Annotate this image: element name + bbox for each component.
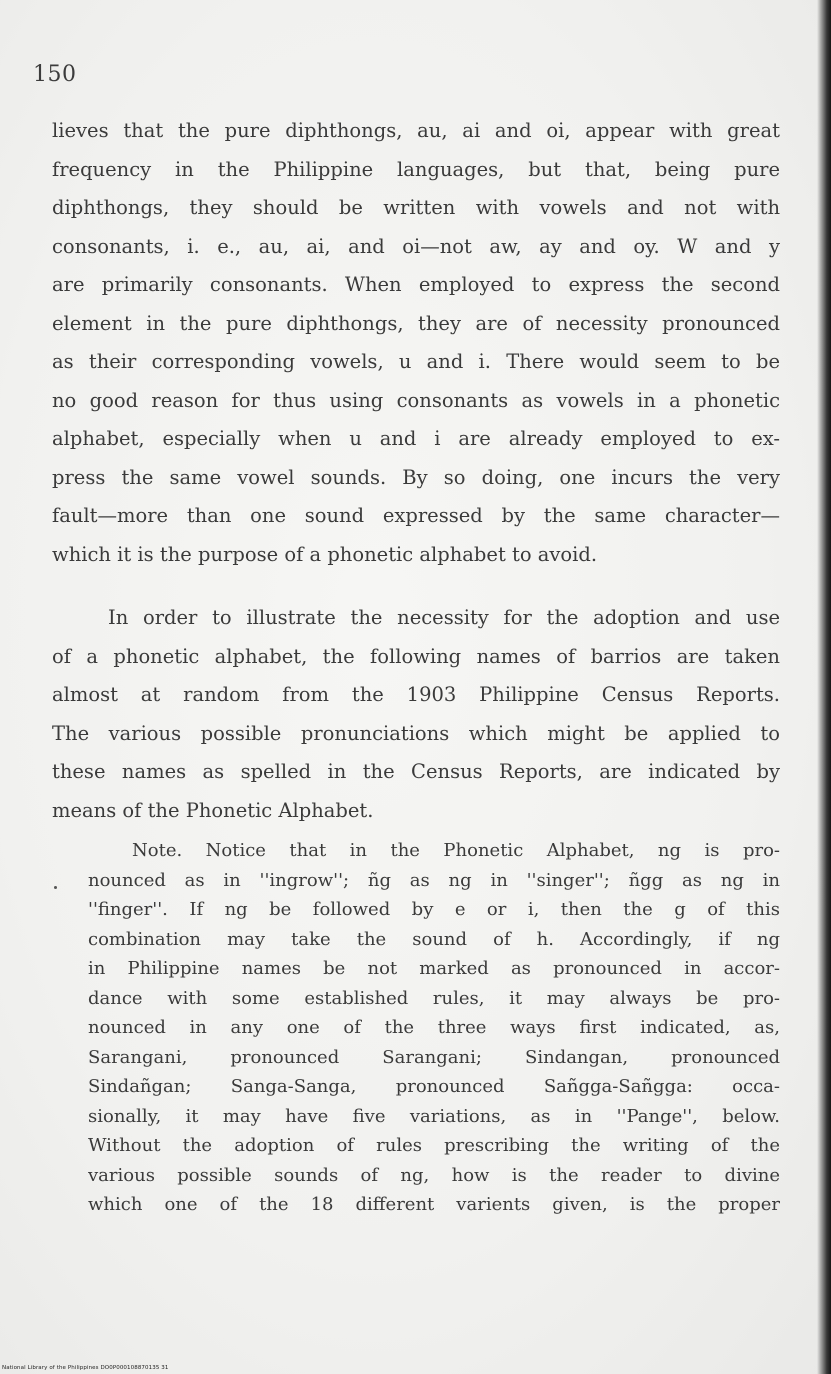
- note-line: in Philippine names be not marked as pronounced in accor-: [88, 958, 780, 979]
- note-line: Note. Notice that in the Phonetic Alphabet, ng is pro-: [132, 840, 780, 861]
- note-line: various possible sounds of ng, how is the reader to divine: [88, 1164, 780, 1186]
- text-line: In order to illustrate the necessity for the adoption and use: [108, 606, 780, 629]
- text-line: as their corresponding vowels, u and i. There would seem to be: [52, 350, 780, 373]
- text-line: no good reason for thus using consonants as vowels in a phonetic: [52, 388, 780, 412]
- page-number: 150: [33, 62, 77, 87]
- text-line: diphthongs, they should be written with vowels and not with: [52, 196, 780, 219]
- text-line: frequency in the Philippine languages, but that, being pure: [52, 157, 780, 181]
- text-line: almost at random from the 1903 Philippine Census Reports.: [52, 683, 780, 706]
- note-line: nounced as in ''ingrow''; ñg as ng in ''singer''; ñgg as ng in: [88, 869, 780, 891]
- note-block: [88, 836, 780, 1220]
- text-line: consonants, i. e., au, ai, and oi—not aw, ay and oy. W and y: [52, 234, 780, 258]
- paragraph-phonetic-alphabet: [52, 599, 780, 830]
- text-line: means of the Phonetic Alphabet.: [52, 798, 374, 822]
- text-line: which it is the purpose of a phonetic alphabet to avoid.: [52, 542, 598, 566]
- archive-footer: National Library of the Philippines DO0P000108870135 31: [2, 1365, 169, 1371]
- text-line: of a phonetic alphabet, the following names of barrios are taken: [52, 644, 780, 668]
- text-line: lieves that the pure diphthongs, au, ai and oi, appear with great: [52, 119, 780, 142]
- note-line: ''finger''. If ng be followed by e or i, then the g of this: [88, 899, 780, 920]
- text-line: alphabet, especially when u and i are already employed to ex-: [52, 427, 780, 450]
- text-line: The various possible pronunciations which might be applied to: [52, 721, 780, 745]
- text-line: element in the pure diphthongs, they are of necessity pronounced: [52, 311, 780, 335]
- text-line: these names as spelled in the Census Reports, are indicated by: [52, 760, 780, 783]
- note-line: Sarangani, pronounced Sarangani; Sindangan, pronounced: [88, 1046, 780, 1068]
- note-line: which one of the 18 different varients given, is the proper: [88, 1194, 780, 1215]
- note-line: combination may take the sound of h. Accordingly, if ng: [88, 928, 780, 950]
- text-line: press the same vowel sounds. By so doing, one incurs the very: [52, 465, 780, 489]
- page-edge-shadow: [817, 0, 831, 1374]
- note-line: sionally, it may have five variations, as in ''Pange'', below.: [88, 1105, 780, 1127]
- note-line: Sindañgan; Sanga-Sanga, pronounced Sañgga-Sañgga: occa-: [88, 1076, 780, 1097]
- note-line: nounced in any one of the three ways first indicated, as,: [88, 1017, 780, 1038]
- note-line: Without the adoption of rules prescribing the writing of the: [88, 1135, 780, 1156]
- ink-speck: [54, 886, 57, 889]
- text-line: are primarily consonants. When employed to express the second: [52, 273, 780, 296]
- paragraph-diphthongs: [52, 112, 780, 574]
- text-line: fault—more than one sound expressed by the same character—: [52, 504, 780, 527]
- note-line: dance with some established rules, it may always be pro-: [88, 987, 780, 1009]
